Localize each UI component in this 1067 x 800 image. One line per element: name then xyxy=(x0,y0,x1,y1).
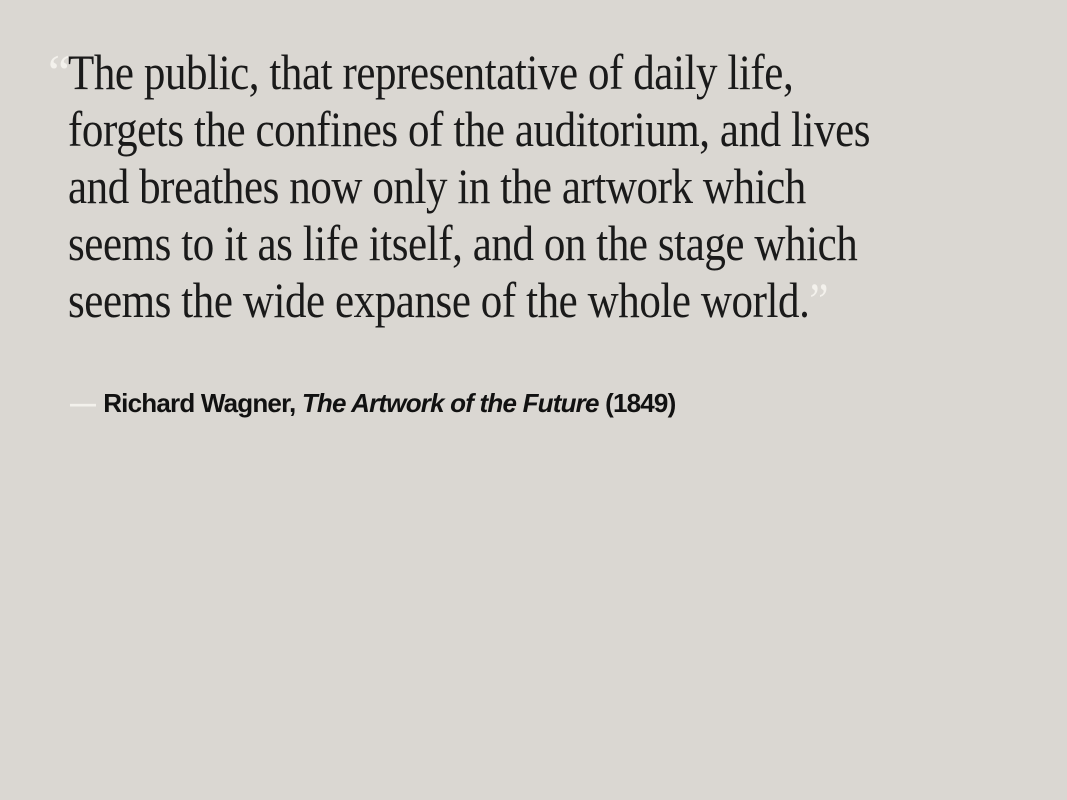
close-quote-mark: ” xyxy=(809,272,829,328)
author-name: Richard Wagner, xyxy=(103,388,296,418)
work-title: The Artwork of the Future xyxy=(301,388,599,418)
quote-line-4: seems to it as life itself, and on the stage which xyxy=(68,215,858,271)
attribution-dash: — xyxy=(70,388,96,418)
quote-line-2: forgets the confines of the auditorium, and lives xyxy=(68,101,871,157)
attribution xyxy=(70,386,675,420)
quote-line-5-text: seems the wide expanse of the whole world. xyxy=(68,272,810,328)
open-quote-mark: “ xyxy=(48,44,71,100)
quote-line-1: The public, that representative of daily life, xyxy=(68,44,794,100)
quote-line-3: and breathes now only in the artwork which xyxy=(68,158,806,214)
quote-block xyxy=(48,44,1048,329)
quote-line-5 xyxy=(68,272,911,329)
publication-year: (1849) xyxy=(605,388,676,418)
